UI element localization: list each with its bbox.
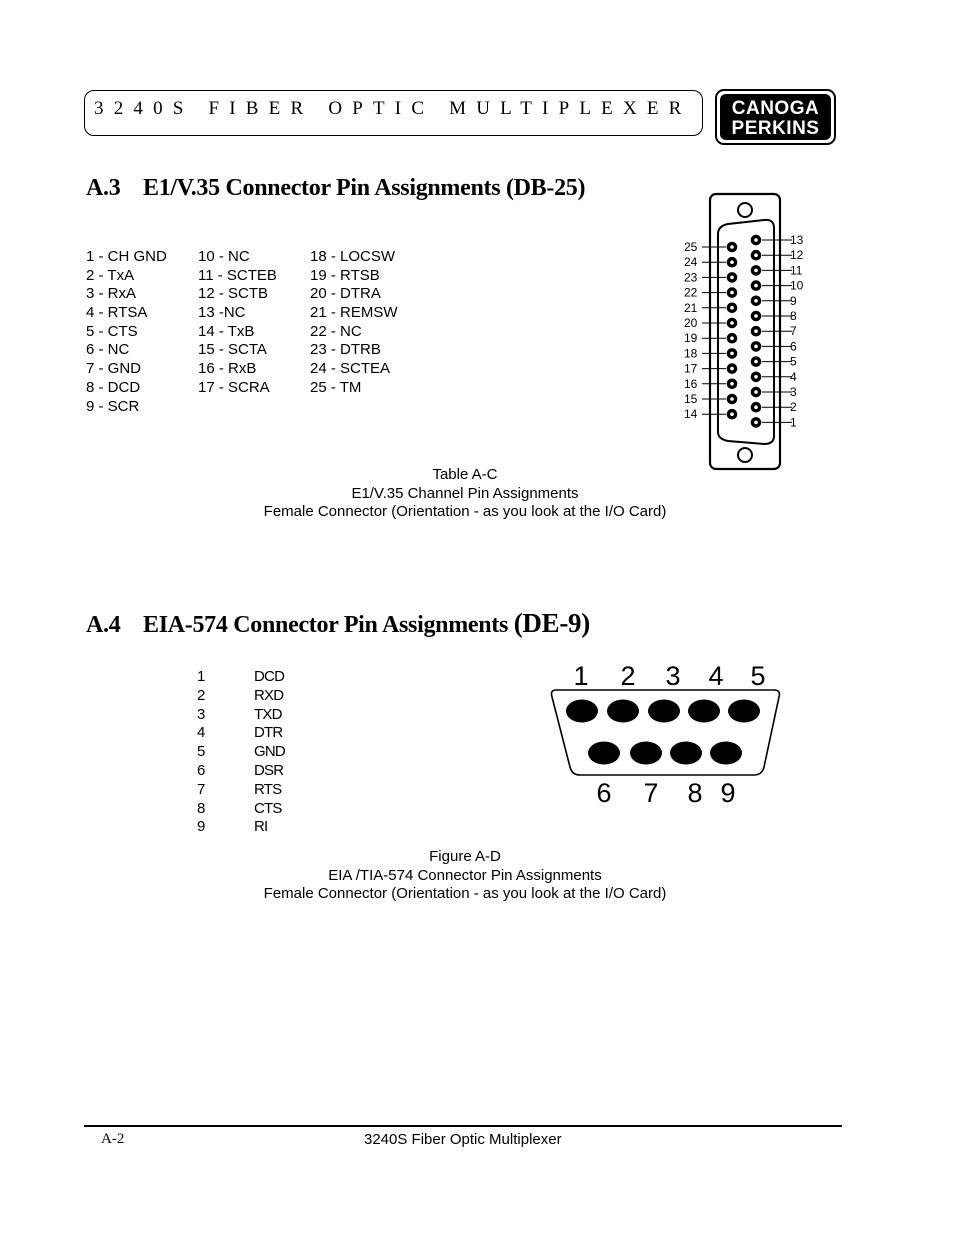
section-a4-title: EIA-574 Connector Pin Assignments: [143, 612, 509, 638]
footer-title: 3240S Fiber Optic Multiplexer: [364, 1131, 562, 1148]
section-a4-title-suffix: (DE-9): [513, 608, 590, 638]
db25-pin-socket: [730, 260, 734, 264]
signal-name: GND: [254, 743, 285, 761]
db25-pin-label: 3: [790, 385, 797, 399]
de9-pin-contact: [630, 742, 662, 765]
db25-pin-socket: [730, 245, 734, 249]
table-a-c-caption: [0, 466, 930, 522]
db25-pin-column-2: [198, 248, 277, 398]
db25-pin-socket: [754, 405, 758, 409]
de9-connector-diagram: [540, 655, 790, 810]
de9-pin-contact: [566, 700, 598, 723]
db25-pin-socket: [754, 314, 758, 318]
db25-pin-label: 1: [790, 415, 797, 430]
pin-number: 6: [197, 761, 206, 779]
pin-number: 4: [197, 724, 206, 742]
db25-pin-label: 5: [790, 354, 797, 369]
signal-name: RTS: [254, 780, 282, 798]
db25-pin-socket: [754, 360, 758, 364]
de9-pin-contact: [670, 742, 702, 765]
db25-pin-label: 23: [684, 270, 698, 285]
db25-pin-label: 6: [790, 339, 797, 354]
signal-name: RXD: [254, 686, 284, 704]
db25-pin-socket: [754, 299, 758, 303]
section-a4-heading: [86, 608, 590, 639]
db25-pin-socket: [730, 276, 734, 280]
header-title: 3240S FIBER OPTIC MULTIPLEXER: [94, 98, 692, 119]
section-a3-title: E1/V.35 Connector Pin Assignments (DB-25): [143, 175, 586, 201]
db25-pin-socket: [730, 336, 734, 340]
pin-entry: 13 -NC: [198, 304, 246, 322]
de9-pin-label: 1: [573, 661, 589, 691]
pin-number: 8: [197, 799, 206, 817]
canoga-perkins-logo: [715, 89, 836, 145]
pin-number: 9: [197, 818, 206, 836]
db25-pin-label: 10: [790, 278, 804, 293]
pin-number: 1: [197, 668, 206, 685]
db25-pin-socket: [754, 421, 758, 425]
caption-line: E1/V.35 Channel Pin Assignments: [351, 484, 579, 502]
db25-pin-socket: [730, 306, 734, 310]
de9-pin-label: 4: [708, 661, 724, 691]
pin-entry: 24 - SCTEA: [310, 360, 391, 378]
pin-number: 7: [197, 780, 206, 798]
db25-pin-socket: [730, 367, 734, 371]
caption-line: Female Connector (Orientation - as you look at the I/O Card): [263, 503, 667, 520]
pin-entry: 16 - RxB: [198, 360, 257, 378]
db25-pin-socket: [730, 352, 734, 356]
pin-number: 5: [197, 743, 206, 761]
db25-pin-label: 20: [684, 316, 698, 330]
db25-pin-housing: [718, 220, 774, 444]
figure-a-d-caption: [0, 848, 930, 904]
pin-entry: 8 - DCD: [86, 378, 141, 396]
logo-line-1: CANOGA: [731, 98, 820, 119]
section-a3-number: A.3: [86, 175, 121, 201]
db25-pin-label: 22: [684, 285, 698, 300]
db25-pin-column-1: [86, 248, 167, 416]
footer-page-number: A-2: [101, 1131, 125, 1147]
pin-entry: 15 - SCTA: [198, 341, 267, 359]
pin-entry: 18 - LOCSW: [310, 248, 396, 265]
pin-entry: 25 - TM: [310, 378, 362, 396]
signal-name: RI: [254, 818, 268, 836]
footer-rule: [84, 1125, 842, 1127]
signal-name: DCD: [254, 668, 285, 685]
db25-pin-label: 14: [684, 407, 698, 422]
db25-pin-socket: [730, 412, 734, 416]
pin-entry: 23 - DTRB: [310, 341, 381, 359]
pin-entry: 7 - GND: [86, 360, 142, 378]
pin-entry: 2 - TxA: [86, 266, 135, 284]
db25-pin-label: 16: [684, 376, 698, 391]
db25-pin-label: 11: [790, 263, 803, 278]
db25-pin-column-3: [310, 248, 398, 398]
de9-pin-label: 2: [620, 661, 636, 691]
db25-pin-socket: [754, 269, 758, 273]
pin-number: 3: [197, 705, 206, 723]
db25-pin-socket: [730, 397, 734, 401]
section-a3-heading: [86, 175, 585, 202]
de9-pin-label: 8: [687, 778, 703, 808]
db25-pin-socket: [754, 284, 758, 288]
de9-signal-column: [254, 668, 285, 837]
caption-line: EIA /TIA-574 Connector Pin Assignments: [328, 866, 602, 884]
de9-pin-contact: [710, 742, 742, 765]
de9-pin-contact: [607, 700, 639, 723]
db25-mount-hole-top: [738, 203, 752, 217]
caption-line: Figure A-D: [429, 848, 501, 865]
signal-name: DSR: [254, 761, 284, 779]
caption-line: Table A-C: [432, 466, 498, 483]
db25-pin-label: 4: [790, 369, 797, 384]
signal-name: CTS: [254, 799, 282, 817]
de9-pin-contact: [648, 700, 680, 723]
db25-mount-hole-bottom: [738, 448, 752, 462]
pin-number: 2: [197, 686, 206, 704]
de9-pin-label: 9: [720, 778, 736, 808]
db25-pin-socket: [754, 253, 758, 257]
section-a4-number: A.4: [86, 612, 121, 638]
pin-entry: 21 - REMSW: [310, 304, 398, 322]
de9-pin-contact: [728, 700, 760, 723]
logo-line-2: PERKINS: [731, 118, 820, 139]
db25-pin-label: 13: [790, 233, 804, 247]
de9-pin-contact: [588, 742, 620, 765]
pin-entry: 11 - SCTEB: [198, 266, 277, 284]
db25-pin-socket: [754, 375, 758, 379]
pin-entry: 17 - SCRA: [198, 378, 270, 396]
pin-entry: 9 - SCR: [86, 397, 140, 415]
db25-pin-label: 12: [790, 248, 804, 263]
db25-pin-label: 9: [790, 293, 797, 308]
pin-entry: 4 - RTSA: [86, 304, 148, 322]
db25-pin-label: 7: [790, 324, 797, 339]
de9-pin-label: 5: [750, 661, 766, 691]
db25-pin-socket: [730, 291, 734, 295]
pin-entry: 22 - NC: [310, 322, 362, 340]
pin-entry: 19 - RTSB: [310, 266, 380, 284]
de9-pin-label: 7: [643, 778, 659, 808]
db25-pin-label: 21: [684, 300, 698, 315]
pin-entry: 12 - SCTB: [198, 285, 269, 303]
db25-pin-socket: [754, 238, 758, 242]
db25-pin-label: 25: [684, 240, 698, 254]
pin-entry: 20 - DTRA: [310, 285, 381, 303]
db25-pin-label: 8: [790, 309, 797, 323]
db25-pin-socket: [730, 321, 734, 325]
db25-pin-label: 18: [684, 346, 698, 361]
db25-pin-socket: [754, 329, 758, 333]
pin-entry: 10 - NC: [198, 248, 250, 265]
signal-name: TXD: [254, 705, 282, 723]
signal-name: DTR: [254, 724, 283, 742]
db25-pin-label: 24: [684, 255, 698, 270]
db25-pin-socket: [754, 345, 758, 349]
pin-entry: 6 - NC: [86, 341, 130, 359]
db25-pin-label: 17: [684, 361, 698, 376]
db25-pin-label: 2: [790, 400, 797, 415]
pin-entry: 5 - CTS: [86, 322, 138, 340]
caption-line: Female Connector (Orientation - as you look at the I/O Card): [263, 885, 667, 902]
db25-pin-socket: [754, 390, 758, 394]
db25-pin-label: 19: [684, 331, 698, 346]
pin-entry: 3 - RxA: [86, 285, 137, 303]
pin-entry: 14 - TxB: [198, 322, 255, 340]
pin-entry: 1 - CH GND: [86, 248, 167, 265]
de9-pin-label: 3: [665, 661, 681, 691]
db25-pin-label: 15: [684, 392, 698, 406]
de9-pin-number-column: [197, 668, 205, 837]
db25-connector-diagram: [670, 190, 810, 475]
db25-pin-socket: [730, 382, 734, 386]
de9-pin-label: 6: [596, 778, 612, 808]
de9-pin-contact: [688, 700, 720, 723]
